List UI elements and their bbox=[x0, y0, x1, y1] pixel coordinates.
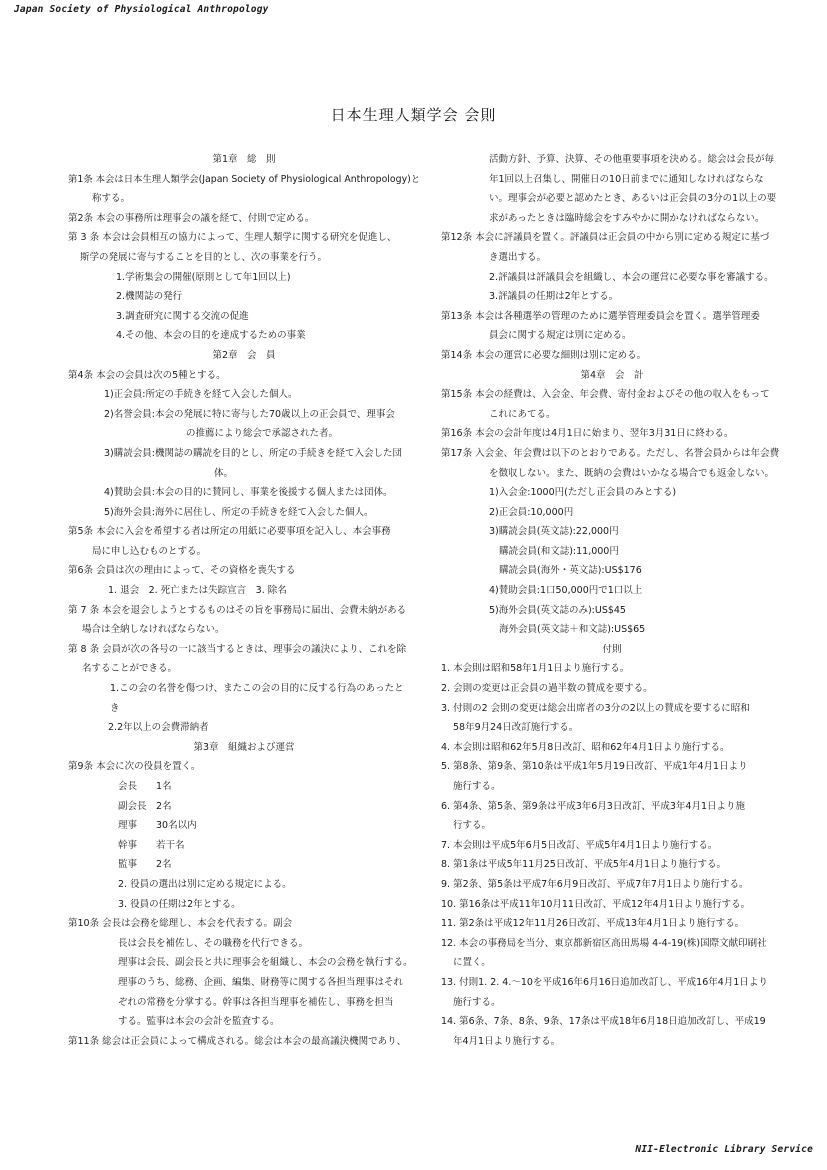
text-line: 行する。 bbox=[453, 820, 492, 832]
text-line: 局に申し込むものとする。 bbox=[92, 545, 207, 557]
section-heading: 第1章 総 則 bbox=[212, 154, 276, 165]
text-line: 場合は全納しなければならない。 bbox=[82, 624, 225, 636]
text-line: 第11条 総会は正会員によって構成される。総会は本会の最高議決機関であり、 bbox=[68, 1035, 407, 1047]
text-line: 名することができる。 bbox=[82, 663, 178, 675]
text-line: 第13条 本会は各種選挙の管理のために選挙管理委員会を置く。選挙管理委 bbox=[441, 310, 760, 322]
left-column bbox=[68, 150, 420, 1051]
text-line: 求があったときは臨時総会をすみやかに開かなければならない。 bbox=[489, 212, 765, 224]
text-line: 購読会員(海外・英文誌):US$176 bbox=[499, 565, 642, 577]
text-line: 斯学の発展に寄与することを目的とし、次の事業を行う。 bbox=[80, 251, 328, 263]
text-line: 幹事 若干名 bbox=[118, 839, 185, 851]
running-header: Japan Society of Physiological Anthropology bbox=[14, 4, 269, 15]
text-line: 3)購読会員:機関誌の購読を目的とし、所定の手続きを経て入会した団 bbox=[104, 447, 402, 459]
text-line: 8. 第1条は平成5年11月25日改訂、平成5年4月1日より施行する。 bbox=[441, 859, 726, 871]
text-line: 3.評議員の任期は2年とする。 bbox=[489, 291, 619, 303]
text-line: を徴収しない。また、既納の会費はいかなる場合でも返金しない。 bbox=[489, 467, 775, 479]
text-line: 1. 本会則は昭和58年1月1日より施行する。 bbox=[441, 663, 630, 675]
text-line: 第14条 本会の運営に必要な細則は別に定める。 bbox=[441, 349, 647, 361]
text-line: 2.評議員は評議員会を組織し、本会の運営に必要な事を審議する。 bbox=[489, 271, 774, 283]
text-line: 2. 会則の変更は正会員の過半数の賛成を要する。 bbox=[441, 683, 653, 695]
text-line: 3)購読会員(英文誌):22,000円 bbox=[489, 526, 619, 538]
text-line: 第17条 入会金、年会費は以下のとおりである。ただし、名誉会員からは年会費 bbox=[441, 447, 780, 459]
text-line: 13. 付則1. 2. 4.～10を平成16年6月16日追加改訂し、平成16年4月1日より bbox=[441, 976, 768, 988]
text-line: 員会に関する規定は別に定める。 bbox=[489, 330, 632, 342]
running-footer: NII-Electronic Library Service bbox=[635, 1144, 813, 1155]
text-line: 理事 30名以内 bbox=[118, 820, 197, 832]
section-heading: 第3章 組織および運営 bbox=[193, 741, 295, 753]
text-line: 7. 本会則は平成5年6月5日改訂、平成5年4月1日より施行する。 bbox=[441, 839, 718, 851]
text-line: 第5条 本会に入会を希望する者は所定の用紙に必要事項を記入し、本会事務 bbox=[68, 526, 391, 538]
text-line: 理事は会長、副会長と共に理事会を組織し、本会の会務を執行する。 bbox=[118, 957, 413, 969]
text-line: 5. 第8条、第9条、第10条は平成1年5月19日改訂、平成1年4月1日より bbox=[441, 761, 748, 773]
text-line: に置く。 bbox=[453, 957, 491, 969]
section-heading: 付則 bbox=[602, 643, 622, 655]
text-line: 第 3 条 本会は会員相互の協力によって、生理人類学に関する研究を促進し、 bbox=[68, 232, 397, 244]
text-line: 長は会長を補佐し、その職務を代行できる。 bbox=[118, 937, 309, 949]
text-line: 年4月1日より施行する。 bbox=[453, 1035, 561, 1047]
text-line: これにあてる。 bbox=[489, 408, 556, 420]
text-line: 4.その他、本会の目的を達成するための事業 bbox=[116, 330, 306, 342]
text-line: 会長 1名 bbox=[118, 781, 172, 792]
text-line: 1.学術集会の開催(原則として年1回以上) bbox=[116, 271, 291, 283]
text-line: 2)名誉会員:本会の発展に特に寄与した70歳以上の正会員で、理事会 bbox=[104, 408, 395, 420]
text-line: 第1条 本会は日本生理人類学会(Japan Society of Physiological Anthropology)と bbox=[68, 173, 421, 185]
text-line: 監事 2名 bbox=[118, 859, 172, 871]
text-line: き選出する。 bbox=[489, 251, 547, 263]
text-line: 購読会員(和文誌):11,000円 bbox=[499, 545, 619, 557]
text-line: 第10条 会長は会務を総理し、本会を代表する。副会 bbox=[68, 918, 293, 930]
text-line: 活動方針、予算、決算、その他重要事項を決める。総会は会長が毎 bbox=[489, 154, 775, 165]
text-line: 11. 第2条は平成12年11月26日改訂、平成13年4月1日より施行する。 bbox=[441, 918, 745, 930]
text-line: 3. 役員の任期は2年とする。 bbox=[118, 898, 241, 910]
text-line: 4. 本会則は昭和62年5月8日改訂、昭和62年4月1日より施行する。 bbox=[441, 741, 730, 753]
document-title: 日本生理人類学会 会則 bbox=[330, 106, 497, 124]
text-line: 第16条 本会の会計年度は4月1日に始まり、翌年3月31日に終わる。 bbox=[441, 428, 734, 440]
text-line: 第12条 本会に評議員を置く。評議員は正会員の中から別に定める規定に基づ bbox=[441, 232, 770, 244]
text-line: 5)海外会員(英文誌のみ):US$45 bbox=[489, 604, 626, 616]
text-line: 1)正会員:所定の手続きを経て入会した個人。 bbox=[104, 389, 298, 401]
text-line: 第2条 本会の事務所は理事会の議を経て、付則で定める。 bbox=[68, 212, 315, 224]
text-line: 2.機関誌の発行 bbox=[116, 291, 183, 303]
text-line: 理事のうち、総務、企画、編集、財務等に関する各担当理事はそれ bbox=[118, 976, 404, 988]
text-line: する。監事は本会の会計を監査する。 bbox=[118, 1016, 280, 1028]
text-line: 年1回以上召集し、開催日の10日前までに通知しなければならな bbox=[489, 173, 764, 185]
text-line: 14. 第6条、7条、8条、9条、17条は平成18年6月18日追加改訂し、平成19 bbox=[441, 1016, 766, 1028]
section-heading: 第2章 会 員 bbox=[212, 349, 276, 361]
text-line: 称する。 bbox=[92, 193, 131, 205]
text-line: 副会長 2名 bbox=[118, 800, 172, 812]
text-line: 3. 付則の2 会則の変更は総会出席者の3分の2以上の賛成を要するに昭和 bbox=[441, 702, 750, 714]
text-line: 第4条 本会の会員は次の5種とする。 bbox=[68, 369, 226, 381]
text-line: い。理事会が必要と認めたとき、あるいは正会員の3分の1以上の要 bbox=[489, 193, 777, 205]
text-line: 第 8 条 会員が次の各号の一に該当するときは、理事会の議決により、これを除 bbox=[68, 643, 407, 655]
text-line: 12. 本会の事務局を当分、東京都新宿区高田馬場 4-4-19(株)国際文献印刷社 bbox=[441, 937, 767, 949]
text-line: 第 7 条 本会を退会しようとするものはその旨を事務局に届出、会費未納がある bbox=[68, 604, 407, 616]
text-line: 3.調査研究に関する交流の促進 bbox=[116, 310, 249, 322]
text-line: 2.2年以上の会費滞納者 bbox=[108, 722, 209, 734]
text-line: 6. 第4条、第5条、第9条は平成3年6月3日改訂、平成3年4月1日より施 bbox=[441, 800, 745, 812]
text-line: 4)賛助会員:1口50,000円で1口以上 bbox=[489, 585, 643, 597]
section-heading: 第4章 会 計 bbox=[580, 369, 644, 381]
text-line: 体。 bbox=[214, 467, 234, 479]
text-line: 第9条 本会に次の役員を置く。 bbox=[68, 761, 201, 773]
text-line: 1. 退会 2. 死亡または失踪宣言 3. 除名 bbox=[108, 585, 287, 597]
text-line: 施行する。 bbox=[453, 781, 501, 792]
text-line: ぞれの常務を分掌する。幹事は各担当理事を補佐し、事務を担当 bbox=[118, 996, 394, 1008]
text-line: き bbox=[110, 702, 120, 714]
text-line: 施行する。 bbox=[453, 996, 501, 1008]
right-column bbox=[441, 150, 783, 1051]
text-line: 5)海外会員:海外に居住し、所定の手続きを経て入会した個人。 bbox=[104, 506, 374, 518]
text-line: 1.この会の名誉を傷つけ、またこの会の目的に反する行為のあったと bbox=[110, 683, 404, 695]
text-line: 58年9月24日改訂施行する。 bbox=[453, 722, 579, 734]
text-line: 第15条 本会の経費は、入会金、年会費、寄付金およびその他の収入をもって bbox=[441, 389, 770, 401]
text-line: の推薦により総会で承認された者。 bbox=[186, 428, 339, 440]
text-line: 10. 第16条は平成11年10月11日改訂、平成12年4月1日より施行する。 bbox=[441, 898, 751, 910]
text-line: 海外会員(英文誌＋和文誌):US$65 bbox=[499, 624, 646, 636]
text-line: 1)入会金:1000円(ただし正会員のみとする) bbox=[489, 487, 677, 499]
text-line: 2. 役員の選出は別に定める規定による。 bbox=[118, 878, 292, 890]
text-line: 第6条 会員は次の理由によって、その資格を喪失する bbox=[68, 565, 296, 577]
text-line: 4)賛助会員:本会の目的に賛同し、事業を後援する個人または団体。 bbox=[104, 487, 393, 499]
text-line: 9. 第2条、第5条は平成7年6月9日改訂、平成7年7月1日より施行する。 bbox=[441, 878, 749, 890]
text-line: 2)正会員:10,000円 bbox=[489, 506, 574, 518]
